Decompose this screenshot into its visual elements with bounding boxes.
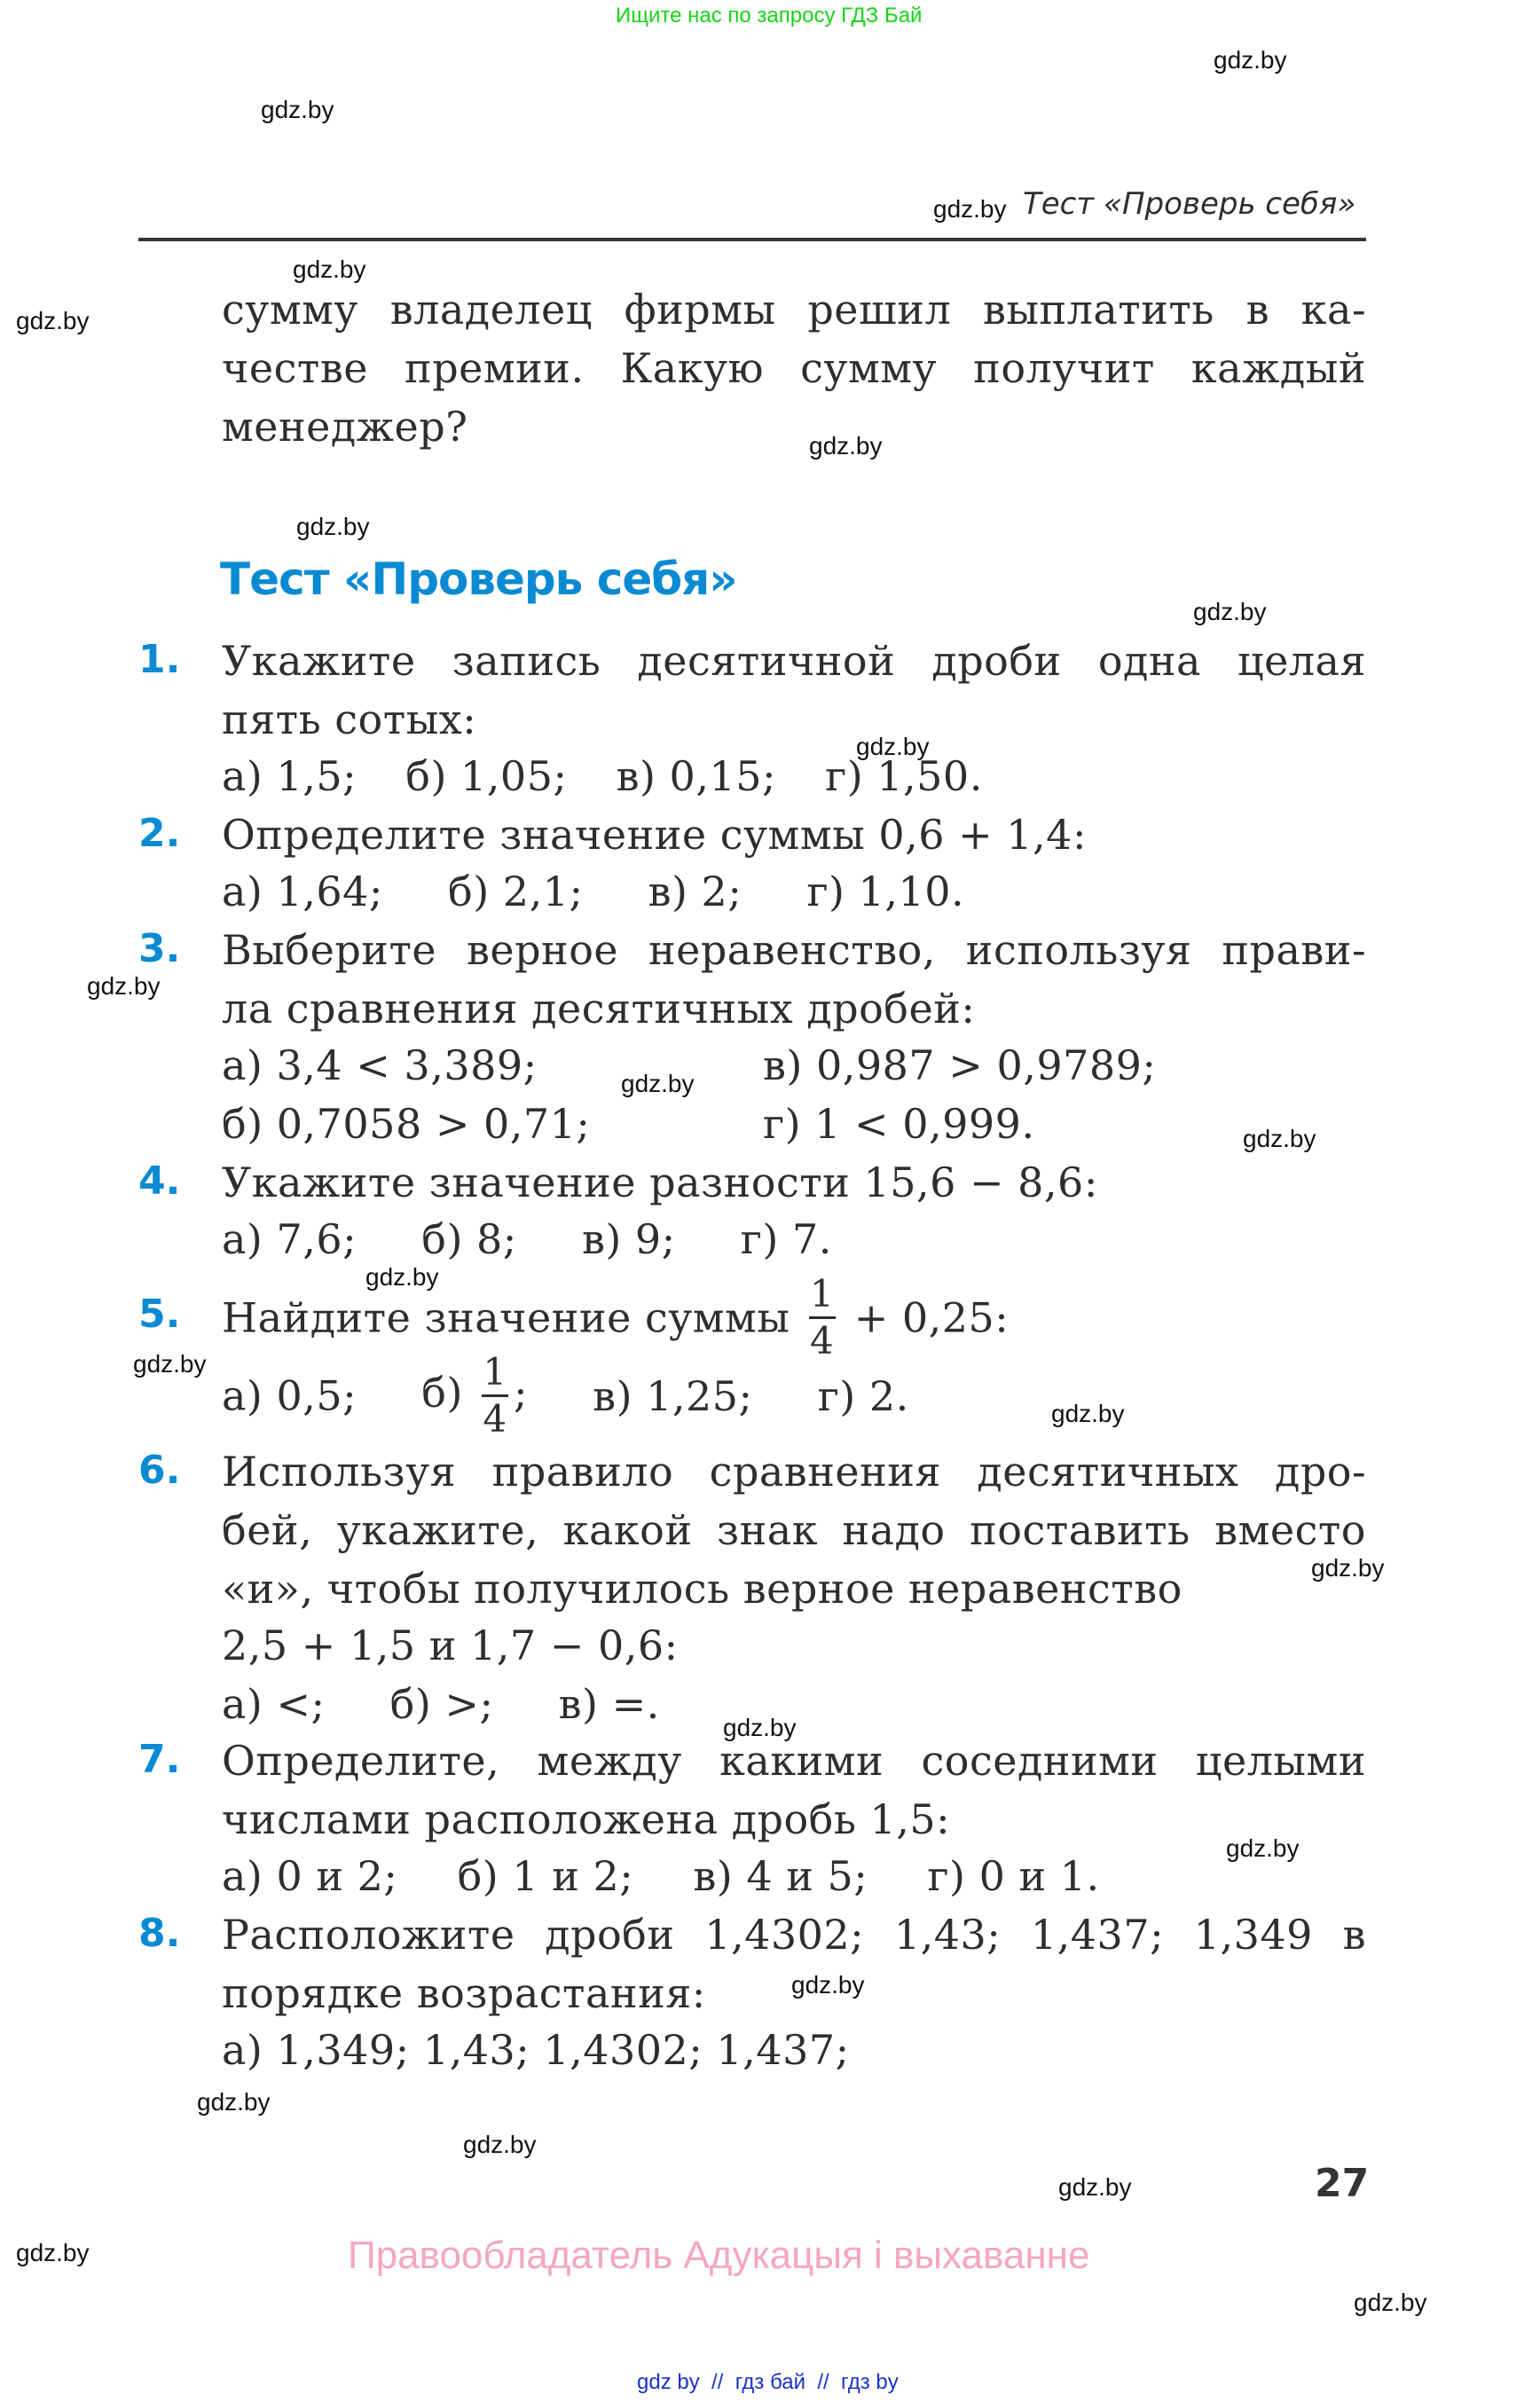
question-6-line-1: Используя правило сравнения десятичных дро- bbox=[222, 1448, 1366, 1496]
watermark: gdz.by bbox=[723, 1714, 797, 1741]
watermark: gdz.by bbox=[16, 307, 90, 334]
watermark: gdz.by bbox=[197, 2088, 271, 2116]
option-v[interactable]: в) =. bbox=[558, 1680, 660, 1728]
option-b[interactable]: б) $\frac{1}{4}$ ; bbox=[421, 1350, 529, 1441]
page-number: 27 bbox=[1315, 2161, 1370, 2206]
watermark: gdz.by bbox=[365, 1263, 439, 1291]
question-number: 4. bbox=[138, 1158, 181, 1204]
watermark: gdz.by bbox=[809, 432, 883, 459]
intro-line-2: честве премии. Какую сумму получит каждый bbox=[222, 344, 1366, 392]
option-b[interactable]: б) 1 и 2; bbox=[457, 1852, 634, 1900]
watermark: gdz.by bbox=[133, 1350, 207, 1378]
option-a[interactable]: а) 0 и 2; bbox=[222, 1852, 398, 1900]
question-2-line-1: Определите значение суммы 0,6 + 1,4: bbox=[222, 811, 1087, 859]
question-6-line-3: «и», чтобы получилось верное неравенство bbox=[222, 1565, 1182, 1613]
intro-line-1: сумму владелец фирмы решил выплатить в ка- bbox=[222, 286, 1366, 334]
option-b[interactable]: б) 1,05; bbox=[405, 752, 568, 800]
question-1-line-2: пять сотых: bbox=[222, 695, 477, 743]
option-b[interactable]: б) 0,7058 > 0,71; bbox=[222, 1100, 591, 1148]
search-hint-banner[interactable]: Ищите нас по запросу ГДЗ Бай bbox=[616, 4, 923, 27]
question-4-line-1: Укажите значение разности 15,6 − 8,6: bbox=[222, 1158, 1098, 1206]
watermark: gdz.by bbox=[1226, 1834, 1300, 1862]
watermark: gdz.by bbox=[87, 972, 161, 1000]
question-8-line-2: порядке возрастания: bbox=[222, 1969, 706, 2017]
option-b[interactable]: б) 8; bbox=[421, 1215, 517, 1263]
question-5-options bbox=[222, 1350, 909, 1441]
option-g[interactable]: г) 1,50. bbox=[825, 752, 983, 800]
question-7-options bbox=[222, 1852, 1100, 1900]
watermark: gdz.by bbox=[1058, 2173, 1132, 2201]
watermark: gdz.by bbox=[933, 195, 1007, 223]
watermark: gdz.by bbox=[1051, 1400, 1125, 1427]
watermark: gdz.by bbox=[293, 255, 366, 283]
option-g[interactable]: г) 1,10. bbox=[806, 868, 965, 915]
option-v[interactable]: в) 0,15; bbox=[616, 752, 776, 800]
running-header-title: Тест «Проверь себя» bbox=[1023, 186, 1356, 222]
option-v[interactable]: в) 9; bbox=[581, 1215, 676, 1263]
option-g[interactable]: г) 2. bbox=[817, 1371, 909, 1420]
question-2-options bbox=[222, 868, 964, 915]
option-a[interactable]: а) <; bbox=[222, 1680, 326, 1728]
question-6-line-2: бей, укажите, какой знак надо поставить вместо bbox=[222, 1506, 1366, 1554]
question-6-line-4: 2,5 + 1,5 и 1,7 − 0,6: bbox=[222, 1622, 679, 1669]
option-a[interactable]: а) 0,5; bbox=[222, 1371, 358, 1420]
option-b[interactable]: б) 2,1; bbox=[448, 868, 584, 915]
option-g[interactable]: г) 7. bbox=[740, 1215, 832, 1263]
question-5-line-1: Найдите значение суммы $\frac{1}{4}$ + 0,25: bbox=[222, 1272, 1010, 1362]
watermark: gdz.by bbox=[261, 96, 334, 123]
question-6-options bbox=[222, 1680, 660, 1728]
option-v[interactable]: в) 2; bbox=[648, 868, 742, 915]
option-b[interactable]: б) >; bbox=[389, 1680, 494, 1728]
watermark: gdz.by bbox=[1243, 1125, 1316, 1152]
watermark: gdz.by bbox=[1214, 46, 1287, 74]
option-v[interactable]: в) 1,25; bbox=[593, 1371, 753, 1420]
question-number: 8. bbox=[138, 1911, 181, 1956]
question-3-line-2: ла сравнения десятичных дробей: bbox=[222, 985, 976, 1033]
option-a[interactable]: а) 7,6; bbox=[222, 1215, 358, 1263]
intro-line-3: менеджер? bbox=[222, 403, 468, 451]
watermark: gdz.by bbox=[463, 2131, 537, 2158]
option-g[interactable]: г) 1 < 0,999. bbox=[763, 1100, 1035, 1148]
question-1-options bbox=[222, 752, 983, 800]
watermark: gdz.by bbox=[621, 1070, 695, 1097]
option-a[interactable]: а) 3,4 < 3,389; bbox=[222, 1041, 538, 1089]
watermark: gdz.by bbox=[1193, 598, 1267, 625]
question-1-line-1: Укажите запись десятичной дроби одна целая bbox=[222, 637, 1366, 685]
footer-links[interactable]: gdz by // гдз бай // гдз by bbox=[637, 2370, 899, 2394]
question-number: 2. bbox=[138, 811, 181, 856]
watermark: gdz.by bbox=[16, 2239, 90, 2266]
question-number: 7. bbox=[138, 1737, 181, 1782]
question-number: 6. bbox=[138, 1448, 181, 1493]
fraction-one-quarter: $\frac{1}{4}$ bbox=[809, 1272, 835, 1362]
option-v[interactable]: в) 4 и 5; bbox=[693, 1852, 868, 1900]
watermark: gdz.by bbox=[296, 513, 370, 540]
header-rule bbox=[138, 238, 1366, 241]
question-7-line-1: Определите, между какими соседними целыми bbox=[222, 1737, 1366, 1785]
question-number: 3. bbox=[138, 926, 181, 971]
option-v[interactable]: в) 0,987 > 0,9789; bbox=[763, 1041, 1157, 1089]
option-g[interactable]: г) 0 и 1. bbox=[927, 1852, 1100, 1900]
watermark: gdz.by bbox=[856, 733, 930, 760]
option-a[interactable]: а) 1,5; bbox=[222, 752, 358, 800]
option-a[interactable]: а) 1,349; 1,43; 1,4302; 1,437; bbox=[222, 2026, 850, 2074]
watermark: gdz.by bbox=[1311, 1554, 1385, 1582]
fraction-one-quarter: $\frac{1}{4}$ bbox=[483, 1350, 507, 1441]
rights-holder-notice: Правообладатель Адукацыя і выхаванне bbox=[348, 2234, 1090, 2277]
question-3-line-1: Выберите верное неравенство, используя прави- bbox=[222, 926, 1366, 974]
question-4-options bbox=[222, 1215, 832, 1263]
question-8-line-1: Расположите дроби 1,4302; 1,43; 1,437; 1,349 в bbox=[222, 1911, 1366, 1959]
option-a[interactable]: а) 1,64; bbox=[222, 868, 383, 915]
question-7-line-2: числами расположена дробь 1,5: bbox=[222, 1795, 951, 1843]
section-heading: Тест «Проверь себя» bbox=[220, 554, 737, 605]
question-number: 1. bbox=[138, 637, 181, 682]
watermark: gdz.by bbox=[1354, 2289, 1427, 2316]
question-number: 5. bbox=[138, 1292, 181, 1337]
watermark: gdz.by bbox=[791, 1971, 865, 1999]
